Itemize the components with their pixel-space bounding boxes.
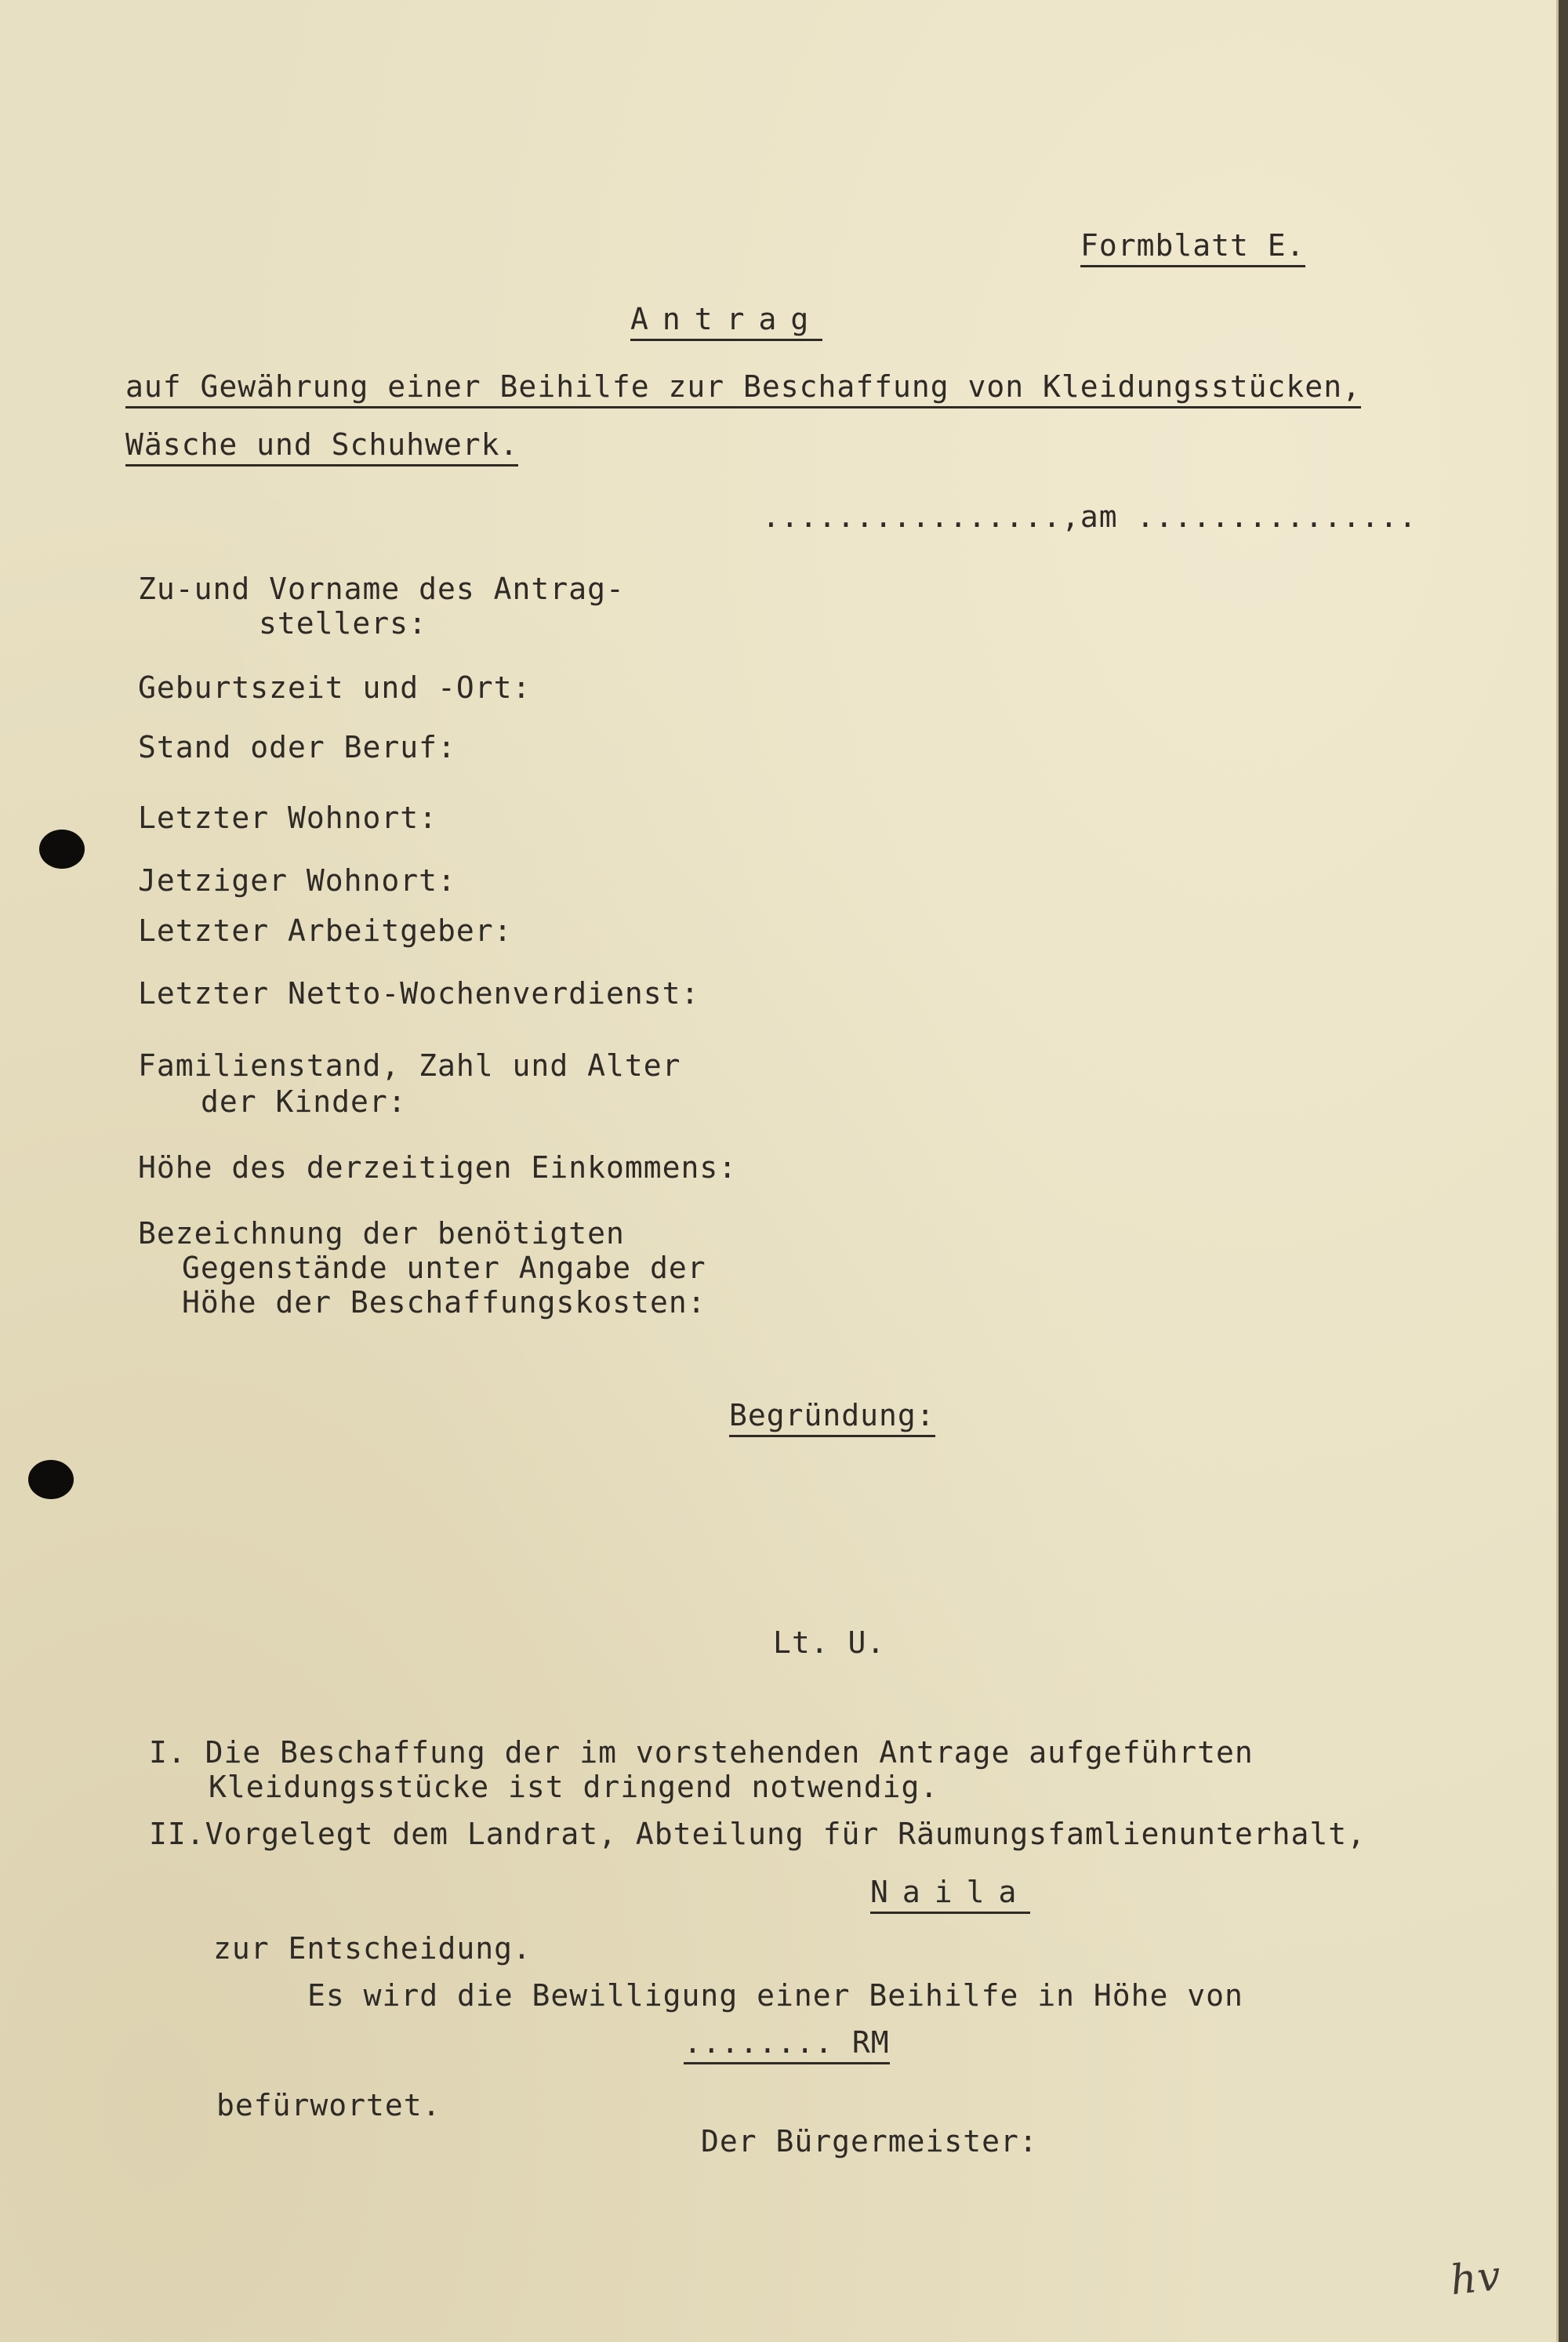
endorsed-text: befürwortet. [216,2088,441,2122]
date-line: ................,am ............... [762,499,1417,534]
field-current-residence: Jetziger Wohnort: [138,863,456,898]
approval-line: Es wird die Bewilligung einer Beihilfe in Höhe von [307,1978,1243,2013]
document-title: Antrag [630,301,822,341]
field-last-employer: Letzter Arbeitgeber: [138,913,513,948]
field-applicant-name-cont: stellers: [259,606,427,641]
form-label: Formblatt E. [1080,227,1305,267]
field-occupation: Stand oder Beruf: [138,730,456,764]
subtitle-line-2: Wäsche und Schuhwerk. [125,427,518,467]
field-family-status: Familienstand, Zahl und Alter [138,1048,681,1083]
field-net-weekly-earnings: Letzter Netto-Wochenverdienst: [138,976,700,1011]
handwritten-initials: hv [1448,2252,1504,2305]
field-family-status-cont: der Kinder: [201,1084,407,1119]
field-birth: Geburtszeit und -Ort: [138,670,532,705]
punch-hole-bottom [28,1460,74,1499]
point-1-line-1: I. Die Beschaffung der im vorstehenden Antrage aufgeführten [149,1735,1254,1770]
field-items-needed-cont2: Höhe der Beschaffungskosten: [182,1285,706,1320]
field-current-income: Höhe des derzeitigen Einkommens: [138,1150,738,1185]
field-last-residence: Letzter Wohnort: [138,801,438,835]
abbreviation: Lt. U. [773,1625,886,1660]
decision-text: zur Entscheidung. [213,1931,532,1966]
point-1-line-2: Kleidungsstücke ist dringend notwendig. [209,1770,939,1804]
point-2-line-1: II.Vorgelegt dem Landrat, Abteilung für Räumungsfamlienunterhalt, [149,1817,1367,1851]
amount-rm: ........ RM [684,2024,890,2064]
signatory-label: Der Bürgermeister: [701,2124,1038,2159]
field-items-needed: Bezeichnung der benötigten [138,1216,625,1251]
field-applicant-name: Zu-und Vorname des Antrag- [138,572,625,606]
place-naila: Naila [870,1874,1030,1914]
punch-hole-top [39,830,85,869]
subtitle-line-1: auf Gewährung einer Beihilfe zur Beschaffung von Kleidungsstücken, [125,369,1361,408]
field-items-needed-cont1: Gegenstände unter Angabe der [182,1251,706,1285]
reason-heading: Begründung: [729,1397,935,1437]
